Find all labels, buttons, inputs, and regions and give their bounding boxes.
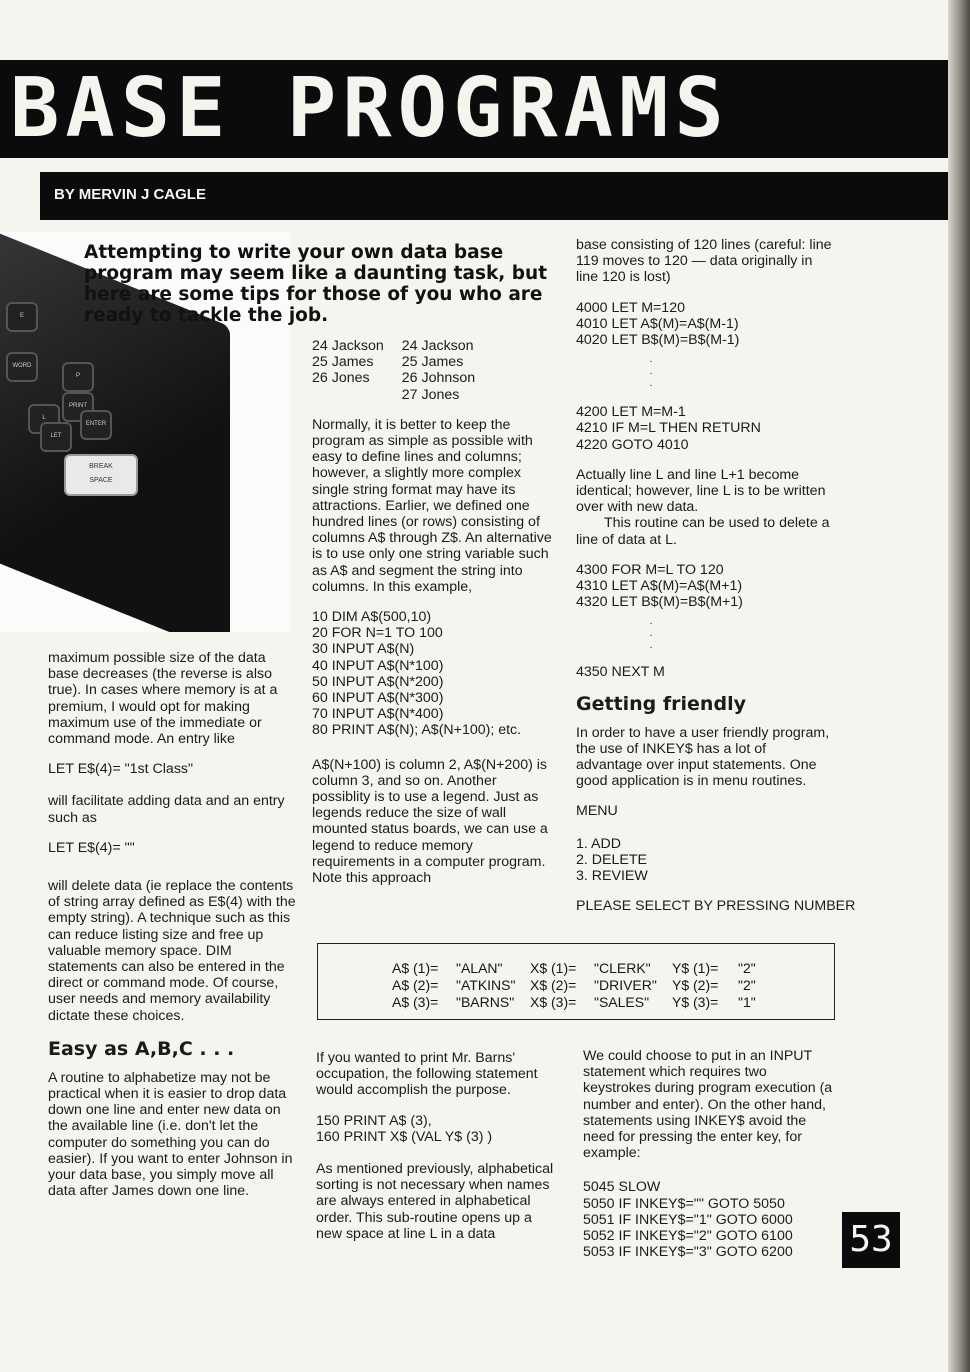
col3-code-3 bbox=[576, 562, 832, 611]
menu-item: 2. DELETE bbox=[576, 851, 647, 868]
code-line: 5045 SLOW bbox=[583, 1179, 661, 1196]
col3-paragraph-1: base consisting of 120 lines (careful: line 119 moves to 120 — data originally in line 120 is lost) bbox=[576, 237, 832, 286]
legend-cell: "2" bbox=[738, 960, 756, 976]
code-line: 20 FOR N=1 TO 100 bbox=[312, 625, 443, 642]
code-line: 70 INPUT A$(N*400) bbox=[312, 706, 444, 723]
col2-paragraph-2: A$(N+100) is column 2, A$(N+200) is column 3, and so on. Another possiblity is to use a legend. Just as legends reduce the size of wall mounted status boards, we can use a legend to reduce memory requirements in a computer program. Note this approach bbox=[312, 756, 548, 887]
col2b-paragraph-1: If you wanted to print Mr. Barns' occupation, the following statement would accomplish the purpose. bbox=[316, 1050, 538, 1099]
code-line: 5053 IF INKEY$="3" GOTO 6200 bbox=[583, 1244, 793, 1261]
key-p: P bbox=[62, 362, 94, 392]
col2b-paragraph-2: As mentioned previously, alphabetical sorting is not necessary when names are always entered in alphabetical order. This sub-routine opens up a new space at line L in a data bbox=[316, 1161, 554, 1242]
legend-cell: Y$ (3)= bbox=[672, 994, 719, 1010]
legend-cell: X$ (3)= bbox=[530, 994, 577, 1010]
column-1 bbox=[48, 650, 296, 1213]
legend-row bbox=[392, 977, 778, 994]
code-line: 5051 IF INKEY$="1" GOTO 6000 bbox=[583, 1211, 793, 1228]
name-line: 26 Johnson bbox=[401, 370, 476, 387]
column-3 bbox=[576, 237, 856, 928]
legend-cell: Y$ (2)= bbox=[672, 977, 719, 993]
code-line: 10 DIM A$(500,10) bbox=[312, 609, 432, 626]
legend-cell: "SALES" bbox=[594, 994, 650, 1010]
code-line: 4310 LET A$(M)=A$(M+1) bbox=[576, 578, 743, 595]
name-line: 25 James bbox=[312, 354, 374, 371]
legend-cell: "DRIVER" bbox=[594, 977, 657, 993]
menu-item: 3. REVIEW bbox=[576, 868, 648, 885]
key-word: WORD bbox=[6, 352, 38, 382]
col3b-code bbox=[583, 1179, 833, 1260]
legend-cell: "ALAN" bbox=[456, 960, 503, 976]
name-line: 24 Jackson bbox=[401, 338, 474, 354]
code-line: 4200 LET M=M-1 bbox=[576, 404, 686, 421]
name-line: 26 Jones bbox=[312, 370, 370, 387]
code-line: 4220 GOTO 4010 bbox=[576, 436, 689, 453]
code-line: 4000 LET M=120 bbox=[576, 299, 685, 316]
col1-code-2: LET E$(4)= "" bbox=[48, 839, 135, 856]
key-e: E bbox=[6, 302, 38, 332]
ellipsis-dots: . . . bbox=[649, 354, 653, 390]
code-line: 150 PRINT A$ (3), bbox=[316, 1112, 432, 1129]
code-line: 160 PRINT X$ (VAL Y$ (3) ) bbox=[316, 1128, 493, 1145]
name-line: 24 Jackson bbox=[312, 338, 384, 354]
names-example bbox=[312, 338, 558, 403]
names-before bbox=[312, 338, 384, 403]
names-after bbox=[402, 338, 475, 403]
key-enter: ENTER bbox=[80, 410, 112, 440]
name-line: 25 James bbox=[401, 354, 464, 371]
page-number: 53 bbox=[849, 1219, 893, 1260]
legend-row bbox=[392, 960, 778, 977]
col3-code-2 bbox=[576, 404, 832, 453]
col1-paragraph-1: maximum possible size of the data base decreases (the reverse is also true). In cases where memory is at a premium, I would opt for making maximum use of the immediate or command mode. An entry like bbox=[48, 650, 278, 748]
column-2 bbox=[312, 338, 558, 900]
col1-heading: Easy as A,B,C . . . bbox=[48, 1037, 235, 1060]
legend-cell: X$ (2)= bbox=[530, 977, 577, 993]
key-print: PRINT bbox=[62, 392, 94, 422]
code-line: 4010 LET A$(M)=A$(M-1) bbox=[576, 315, 739, 332]
page-title: BASE PROGRAMS bbox=[10, 66, 730, 152]
code-line: 4210 IF M=L THEN RETURN bbox=[576, 420, 761, 437]
code-line: 5050 IF INKEY$="" GOTO 5050 bbox=[583, 1195, 785, 1212]
code-line: 60 INPUT A$(N*300) bbox=[312, 690, 444, 707]
col3-paragraph-4: In order to have a user friendly program, the use of INKEY$ has a lot of advantage over input statements. One good application is in menu routines. bbox=[576, 724, 830, 790]
menu-title: MENU bbox=[576, 803, 618, 820]
intro-text: Attempting to write your own data base program may seem like a daunting task, but here are some tips for those of you who are ready to tackle the job. bbox=[84, 242, 548, 326]
column-3-bottom bbox=[583, 1048, 833, 1274]
ellipsis-dots: . . . bbox=[649, 616, 653, 652]
col3-heading: Getting friendly bbox=[576, 692, 746, 715]
key-l: L bbox=[28, 404, 60, 434]
col1-paragraph-4: A routine to alphabetize may not be practical when it is easier to drop data down one line and enter new data on the available line (i.e. don't let the computer do something you can do easier). If you want to enter Johnson in your data base, you simply move all data after James down one line. bbox=[48, 1069, 293, 1200]
legend-box bbox=[317, 943, 835, 1020]
legend-cell: "CLERK" bbox=[594, 960, 651, 976]
byline: BY MERVIN J CAGLE bbox=[54, 186, 206, 203]
legend-cell: "ATKINS" bbox=[456, 977, 516, 993]
column-2-bottom bbox=[316, 1050, 560, 1256]
col3-code-1 bbox=[576, 300, 832, 349]
code-line: 4300 FOR M=L TO 120 bbox=[576, 561, 724, 578]
code-line: 5052 IF INKEY$="2" GOTO 6100 bbox=[583, 1228, 793, 1245]
key-break-label: BREAK bbox=[89, 463, 113, 470]
legend-cell: "2" bbox=[738, 977, 756, 993]
col2-paragraph-1: Normally, it is better to keep the program as simple as possible with easy to define lines and columns; however, a slightly more complex single string format may have its attractions. Earlier, we defined one hundred lines (or rows) consisting of columns A$ through Z$. An alternative is to use only one string variable such as A$ and segment the string into columns. In this example, bbox=[312, 416, 552, 595]
col3-code-4: 4350 NEXT M bbox=[576, 664, 665, 681]
code-line: 4320 LET B$(M)=B$(M+1) bbox=[576, 594, 743, 611]
legend-cell: X$ (1)= bbox=[530, 960, 577, 976]
legend-cell: "1" bbox=[738, 994, 756, 1010]
col1-paragraph-2: will facilitate adding data and an entry such as bbox=[48, 793, 285, 826]
code-line: 40 INPUT A$(N*100) bbox=[312, 657, 444, 674]
legend-cell: A$ (1)= bbox=[392, 960, 439, 976]
legend-row bbox=[392, 994, 778, 1011]
key-break-space bbox=[64, 454, 138, 496]
col2-code bbox=[312, 609, 558, 739]
col3-paragraph-2: Actually line L and line L+1 become identical; however, line L is to be written over with new data. bbox=[576, 466, 826, 516]
page-edge bbox=[948, 0, 970, 1372]
col3-paragraph-3: This routine can be used to delete a line of data at L. bbox=[576, 515, 830, 548]
col1-code-1: LET E$(4)= "1st Class" bbox=[48, 761, 194, 778]
code-line: 4020 LET B$(M)=B$(M-1) bbox=[576, 332, 740, 349]
legend-cell: "BARNS" bbox=[456, 994, 515, 1010]
menu-item: 1. ADD bbox=[576, 835, 621, 852]
name-line: 27 Jones bbox=[401, 386, 460, 403]
code-line: 80 PRINT A$(N); A$(N+100); etc. bbox=[312, 722, 522, 739]
legend-cell: A$ (3)= bbox=[392, 994, 439, 1010]
menu-items bbox=[576, 836, 832, 885]
col3b-paragraph-1: We could choose to put in an INPUT statement which requires two keystrokes during program execution (a number and enter). On the other hand, statements using INKEY$ avoid the need for pressing the enter key, for example: bbox=[583, 1048, 833, 1162]
legend-cell: A$ (2)= bbox=[392, 977, 439, 993]
col2b-code bbox=[316, 1113, 560, 1145]
key-space-label: SPACE bbox=[89, 477, 113, 484]
code-line: 30 INPUT A$(N) bbox=[312, 641, 415, 658]
legend-cell: Y$ (1)= bbox=[672, 960, 719, 976]
col1-paragraph-3: will delete data (ie replace the contents of string array defined as E$(4) with the empty string). A technique such as this can reduce listing size and free up valuable memory space. DIM statements can also be entered in the direct or command mode. Of course, user needs and memory availability dictate these choices. bbox=[48, 878, 296, 1024]
code-line: 50 INPUT A$(N*200) bbox=[312, 673, 444, 690]
key-let: LET bbox=[40, 422, 72, 452]
menu-prompt: PLEASE SELECT BY PRESSING NUMBER bbox=[576, 898, 856, 915]
